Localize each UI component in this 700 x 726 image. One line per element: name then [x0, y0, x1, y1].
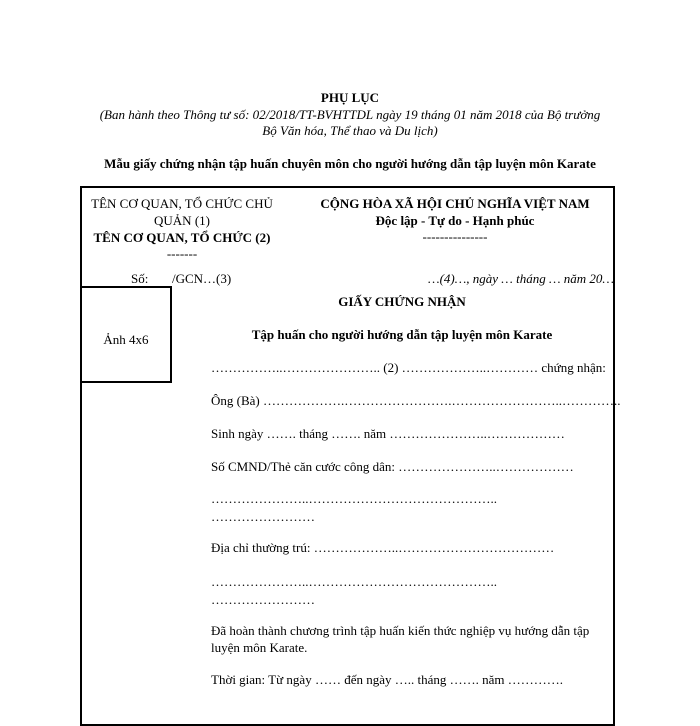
id-blank-line2: …………………… — [211, 509, 315, 524]
id-number-field: Số CMND/Thẻ căn cước công dân: …………………..……………… — [211, 459, 574, 474]
address-field: Địa chỉ thường trú: ………………..……………………………… — [211, 540, 555, 555]
certificate-title: GIẤY CHỨNG NHẬN — [338, 294, 466, 309]
appendix-subtitle-line1: (Ban hành theo Thông tư số: 02/2018/TT-BVHTTDL ngày 19 tháng 01 năm 2018 của Bộ trưởng — [99, 107, 601, 122]
photo-placeholder — [80, 286, 172, 383]
form-title: Mẫu giấy chứng nhận tập huấn chuyên môn cho người hướng dẫn tập luyện môn Karate — [104, 156, 596, 171]
certificate-frame — [80, 186, 615, 726]
training-time-field: Thời gian: Từ ngày …… đến ngày ….. tháng ……. năm …………. — [211, 672, 563, 687]
org-divider: ------- — [166, 246, 198, 261]
number-suffix: /GCN…(3) — [172, 271, 232, 286]
address-blank-line2: …………………… — [211, 592, 315, 607]
certificate-subtitle: Tập huấn cho người hướng dẫn tập luyện môn Karate — [251, 327, 553, 342]
number-label: Số: — [131, 271, 149, 286]
motto-divider: --------------- — [422, 229, 488, 244]
id-blank-line1: …………………..…………………………………….. — [211, 491, 497, 506]
appendix-subtitle-line2: Bộ Văn hóa, Thể thao và Du lịch) — [262, 123, 438, 138]
certify-line: ……………..………………….. (2) ………………..………… chứng nhận: — [211, 360, 606, 375]
name-field: Ông (Bà) ……………….…………………….……………………..………….. — [211, 393, 621, 408]
place-date-line: …(4)…, ngày … tháng … năm 20… — [428, 271, 614, 286]
appendix-title: PHỤ LỤC — [320, 90, 380, 105]
birthdate-field: Sinh ngày ……. tháng ……. năm …………………..……………… — [211, 426, 565, 441]
org-name: TÊN CƠ QUAN, TỔ CHỨC (2) — [93, 230, 271, 245]
nation-name: CỘNG HÒA XÃ HỘI CHỦ NGHĨA VIỆT NAM — [320, 196, 590, 211]
photo-label: Ảnh 4x6 — [103, 332, 149, 347]
org-parent-line1: TÊN CƠ QUAN, TỔ CHỨC CHỦ — [91, 196, 273, 211]
completion-line1: Đã hoàn thành chương trình tập huấn kiến thức nghiệp vụ hướng dẫn tập — [211, 623, 590, 638]
completion-line2: luyện môn Karate. — [211, 640, 308, 655]
address-blank-line1: …………………..…………………………………….. — [211, 574, 497, 589]
nation-motto: Độc lập - Tự do - Hạnh phúc — [375, 213, 535, 228]
org-parent-line2: QUẢN (1) — [154, 213, 210, 228]
